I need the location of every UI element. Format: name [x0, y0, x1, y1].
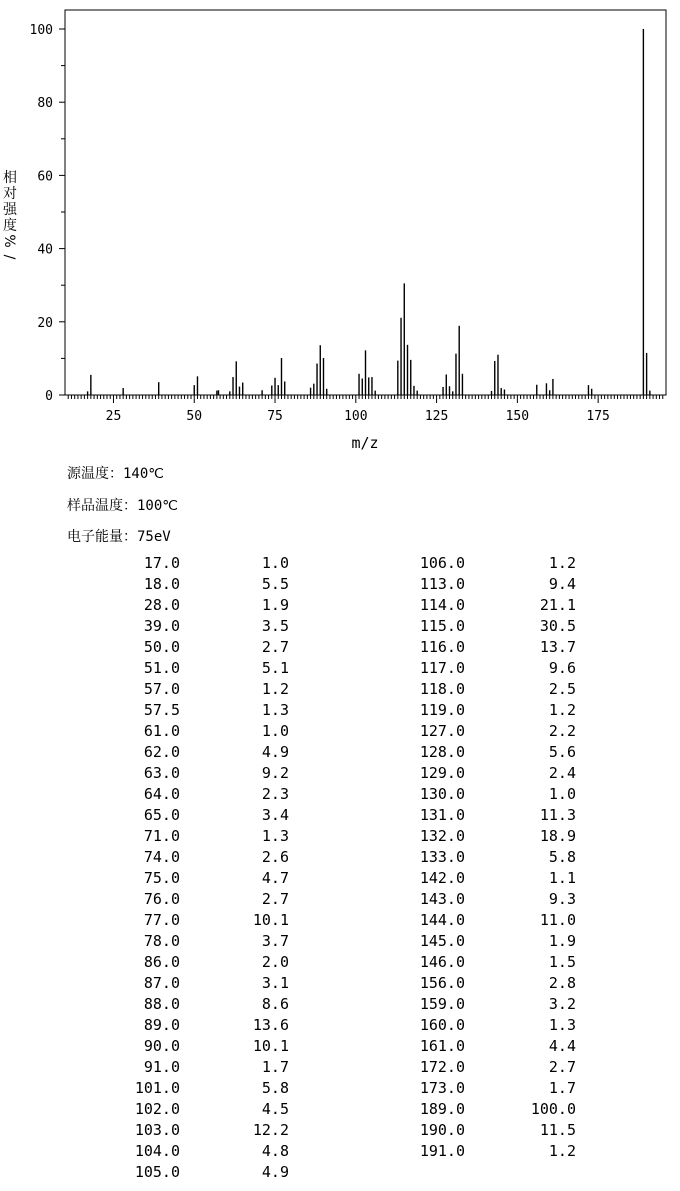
peak-intensity: 2.3	[261, 785, 289, 803]
peak-table-row	[0, 1120, 680, 1141]
peak-intensity: 30.5	[539, 617, 576, 635]
peak-intensity: 1.5	[548, 953, 576, 971]
peak-mz: 129.0	[419, 764, 465, 782]
x-tick-label: 125	[424, 409, 449, 424]
peak-table-row	[0, 1015, 680, 1036]
peak-table-row	[0, 1078, 680, 1099]
y-tick-label: 60	[37, 169, 53, 185]
electron-energy	[67, 526, 171, 546]
peak-mz: 64.0	[143, 785, 180, 803]
y-axis-label	[1, 169, 18, 260]
peak-intensity: 12.2	[252, 1121, 289, 1139]
peak-mz: 62.0	[143, 743, 180, 761]
peak-table-row	[0, 1036, 680, 1057]
peak-table-row	[0, 1057, 680, 1078]
peak-intensity: 5.1	[261, 659, 289, 677]
peak-mz: 71.0	[143, 827, 180, 845]
peak-mz: 50.0	[143, 638, 180, 656]
peak-intensity: 11.3	[539, 806, 576, 824]
peak-intensity: 9.3	[548, 890, 576, 908]
peak-intensity: 4.5	[261, 1100, 289, 1118]
peak-mz: 51.0	[143, 659, 180, 677]
peak-intensity: 1.7	[548, 1079, 576, 1097]
peak-table-row	[0, 763, 680, 784]
peak-mz: 146.0	[419, 953, 465, 971]
peak-mz: 142.0	[419, 869, 465, 887]
source-temperature-value: 140℃	[123, 466, 165, 482]
y-axis-label-char: 度	[3, 218, 17, 234]
peak-table-row	[0, 847, 680, 868]
source-temperature	[67, 463, 164, 483]
peak-intensity: 1.2	[548, 554, 576, 572]
peak-table-row	[0, 784, 680, 805]
peak-mz: 114.0	[419, 596, 465, 614]
y-tick-label: 20	[37, 315, 53, 331]
y-axis-label-char: /	[1, 254, 17, 260]
peak-mz: 75.0	[143, 869, 180, 887]
peak-intensity: 2.7	[548, 1058, 576, 1076]
electron-energy-value: 75eV	[137, 529, 171, 545]
peak-intensity: 1.0	[261, 722, 289, 740]
peak-intensity: 4.9	[261, 1163, 289, 1181]
peak-intensity: 100.0	[530, 1100, 576, 1118]
sample-temperature	[67, 495, 178, 515]
peak-intensity: 1.0	[548, 785, 576, 803]
peak-table-row	[0, 805, 680, 826]
peak-mz: 77.0	[143, 911, 180, 929]
peak-intensity: 2.8	[548, 974, 576, 992]
peak-table-row	[0, 826, 680, 847]
y-tick-label: 40	[37, 242, 53, 258]
peak-mz: 63.0	[143, 764, 180, 782]
peak-mz: 76.0	[143, 890, 180, 908]
peak-intensity: 1.3	[261, 701, 289, 719]
peak-mz: 57.5	[143, 701, 180, 719]
peak-mz: 189.0	[419, 1100, 465, 1118]
sample-temperature-label: 样品温度：	[67, 498, 137, 514]
peak-table-row	[0, 973, 680, 994]
peak-intensity: 11.0	[539, 911, 576, 929]
peak-intensity: 2.7	[261, 890, 289, 908]
peak-table-row	[0, 574, 680, 595]
peak-table-row	[0, 742, 680, 763]
peak-intensity: 9.4	[548, 575, 576, 593]
peak-intensity: 1.2	[261, 680, 289, 698]
peak-mz: 161.0	[419, 1037, 465, 1055]
peak-table-row	[0, 931, 680, 952]
peak-intensity: 5.5	[261, 575, 289, 593]
peak-mz: 132.0	[419, 827, 465, 845]
peak-bars	[88, 29, 650, 395]
peak-intensity: 2.4	[548, 764, 576, 782]
peak-intensity: 2.2	[548, 722, 576, 740]
peak-table-row	[0, 637, 680, 658]
peak-table-row	[0, 910, 680, 931]
peak-intensity: 2.5	[548, 680, 576, 698]
y-tick-label: 80	[37, 96, 53, 112]
peak-intensity: 1.9	[548, 932, 576, 950]
peak-mz: 116.0	[419, 638, 465, 656]
sample-temperature-value: 100℃	[137, 498, 179, 514]
peak-mz: 104.0	[134, 1142, 180, 1160]
y-axis-ticks	[30, 23, 65, 404]
peak-intensity: 10.1	[252, 1037, 289, 1055]
source-temperature-label: 源温度：	[67, 466, 123, 482]
peak-intensity: 1.0	[261, 554, 289, 572]
peak-table-row	[0, 1141, 680, 1162]
peak-mz: 131.0	[419, 806, 465, 824]
peak-mz: 78.0	[143, 932, 180, 950]
peak-table-row	[0, 658, 680, 679]
peak-intensity: 5.8	[261, 1079, 289, 1097]
peak-intensity: 1.2	[548, 701, 576, 719]
peak-intensity: 1.9	[261, 596, 289, 614]
peak-intensity: 1.3	[261, 827, 289, 845]
y-axis-label-char: %	[1, 234, 17, 248]
peak-intensity: 13.6	[252, 1016, 289, 1034]
peak-mz: 57.0	[143, 680, 180, 698]
peak-intensity: 4.4	[548, 1037, 576, 1055]
peak-mz: 119.0	[419, 701, 465, 719]
peak-intensity: 1.1	[548, 869, 576, 887]
peak-mz: 128.0	[419, 743, 465, 761]
x-axis-label: m/z	[351, 434, 379, 452]
x-tick-label: 50	[186, 409, 203, 424]
y-tick-label: 0	[45, 389, 53, 404]
peak-mz: 106.0	[419, 554, 465, 572]
peak-mz: 90.0	[143, 1037, 180, 1055]
peak-table-row	[0, 721, 680, 742]
y-axis-label-char: 强	[3, 202, 17, 218]
peak-mz: 61.0	[143, 722, 180, 740]
y-axis-label-char: 对	[3, 186, 17, 202]
peak-intensity: 2.7	[261, 638, 289, 656]
peak-intensity: 1.3	[548, 1016, 576, 1034]
peak-mz: 145.0	[419, 932, 465, 950]
peak-intensity: 3.1	[261, 974, 289, 992]
x-tick-label: 150	[505, 409, 530, 424]
peak-intensity: 9.2	[261, 764, 289, 782]
peak-mz: 173.0	[419, 1079, 465, 1097]
peak-mz: 39.0	[143, 617, 180, 635]
peak-mz: 143.0	[419, 890, 465, 908]
peak-intensity: 10.1	[252, 911, 289, 929]
electron-energy-label: 电子能量：	[67, 529, 137, 545]
peak-table-row	[0, 616, 680, 637]
peak-table-row	[0, 700, 680, 721]
mass-spectrum-chart	[0, 0, 680, 460]
peak-mz: 105.0	[134, 1163, 180, 1181]
peak-intensity: 3.7	[261, 932, 289, 950]
peak-mz: 113.0	[419, 575, 465, 593]
x-tick-label: 75	[267, 409, 283, 424]
peak-intensity: 3.5	[261, 617, 289, 635]
plot-frame	[65, 10, 666, 395]
peak-intensity: 4.8	[261, 1142, 289, 1160]
peak-mz: 144.0	[419, 911, 465, 929]
peak-mz: 127.0	[419, 722, 465, 740]
peak-table-row	[0, 868, 680, 889]
peak-intensity: 2.6	[261, 848, 289, 866]
y-tick-label: 100	[29, 23, 53, 38]
peak-intensity: 4.9	[261, 743, 289, 761]
peak-mz: 18.0	[143, 575, 180, 593]
peak-mz: 17.0	[143, 554, 180, 572]
peak-table-row	[0, 1099, 680, 1120]
peak-mz: 74.0	[143, 848, 180, 866]
peak-intensity: 8.6	[261, 995, 289, 1013]
x-tick-label: 175	[586, 409, 610, 424]
peak-intensity: 4.7	[261, 869, 289, 887]
peak-mz: 133.0	[419, 848, 465, 866]
peak-mz: 191.0	[419, 1142, 465, 1160]
x-tick-label: 100	[344, 409, 368, 424]
peak-intensity: 5.6	[548, 743, 576, 761]
peak-intensity: 3.2	[548, 995, 576, 1013]
peak-mz: 65.0	[143, 806, 180, 824]
peak-intensity: 9.6	[548, 659, 576, 677]
peak-table-row	[0, 994, 680, 1015]
peak-mz: 156.0	[419, 974, 465, 992]
peak-mz: 103.0	[134, 1121, 180, 1139]
peak-mz: 28.0	[143, 596, 180, 614]
peak-table-row	[0, 595, 680, 616]
peak-table-row	[0, 553, 680, 574]
peak-mz: 172.0	[419, 1058, 465, 1076]
y-axis-label-char: 相	[3, 170, 17, 186]
peak-mz: 160.0	[419, 1016, 465, 1034]
peak-table-row	[0, 889, 680, 910]
peak-intensity: 2.0	[261, 953, 289, 971]
peak-mz: 159.0	[419, 995, 465, 1013]
peak-mz: 88.0	[143, 995, 180, 1013]
peak-mz: 89.0	[143, 1016, 180, 1034]
peak-intensity: 5.8	[548, 848, 576, 866]
x-tick-label: 25	[105, 409, 122, 424]
peak-mz: 117.0	[419, 659, 465, 677]
x-axis-ticks	[68, 395, 663, 424]
peak-intensity: 11.5	[539, 1121, 576, 1139]
peak-mz: 86.0	[143, 953, 180, 971]
peak-intensity: 1.7	[261, 1058, 289, 1076]
peak-table-row	[0, 952, 680, 973]
peak-intensity: 18.9	[539, 827, 576, 845]
peak-mz: 190.0	[419, 1121, 465, 1139]
peak-mz: 118.0	[419, 680, 465, 698]
peak-mz: 130.0	[419, 785, 465, 803]
peak-intensity: 1.2	[548, 1142, 576, 1160]
peak-intensity: 13.7	[539, 638, 576, 656]
peak-table-row	[0, 679, 680, 700]
peak-intensity: 3.4	[261, 806, 289, 824]
peak-mz: 101.0	[134, 1079, 180, 1097]
peak-mz: 102.0	[134, 1100, 180, 1118]
peak-table-row	[0, 1162, 680, 1183]
plot-border	[65, 10, 666, 395]
peak-mz: 91.0	[143, 1058, 180, 1076]
peak-intensity: 21.1	[539, 596, 576, 614]
peak-mz: 115.0	[419, 617, 465, 635]
peak-mz: 87.0	[143, 974, 180, 992]
